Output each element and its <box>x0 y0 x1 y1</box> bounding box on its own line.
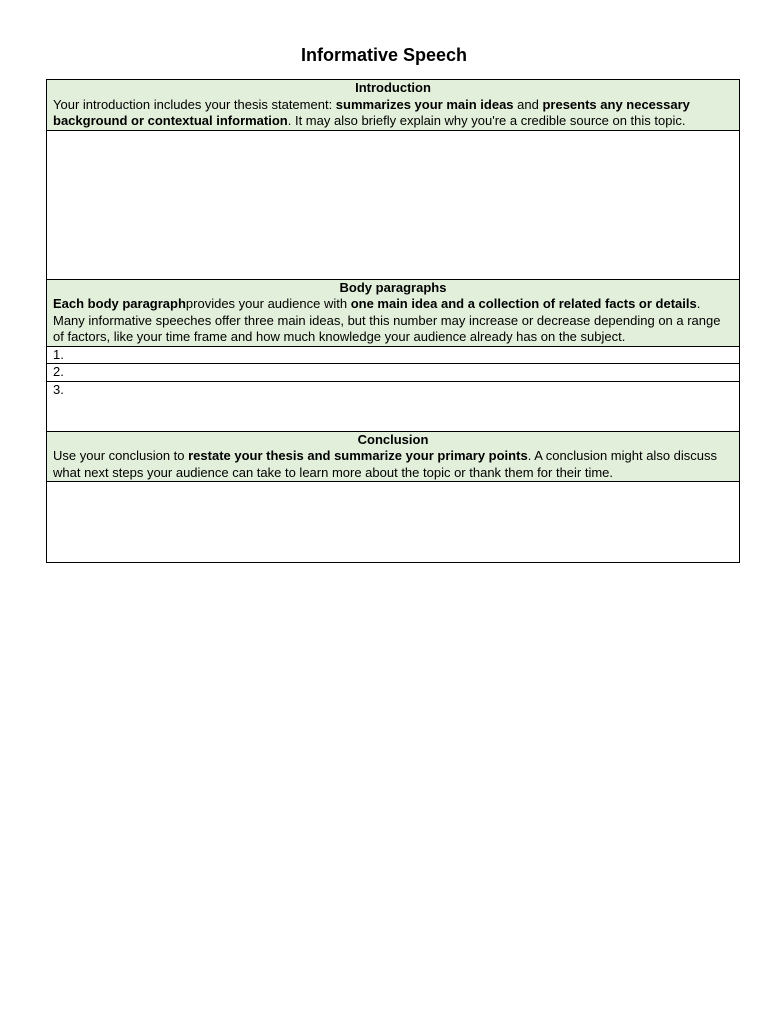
introduction-description <box>53 97 690 129</box>
conclusion-response-cell[interactable] <box>47 482 740 563</box>
body-paragraphs-header-row <box>47 279 740 346</box>
conclusion-description <box>53 448 717 480</box>
body-paragraph-row-2 <box>47 364 740 382</box>
conclusion-heading: Conclusion <box>357 431 429 447</box>
body-paragraphs-text-1: provides your audience with <box>185 296 351 311</box>
body-paragraphs-text-2: . Many informative speeches offer three main ideas, but this number may increase or decrease depending on a range of factors, like your time frame and how much knowledge your audience already has on the subject. <box>53 296 721 344</box>
conclusion-bold-1: restate your thesis and summarize your primary points <box>188 448 528 463</box>
body-paragraphs-heading: Body paragraphs <box>339 279 447 295</box>
introduction-text-2: and <box>513 96 543 112</box>
body-paragraph-item-1[interactable]: 1. <box>47 346 740 364</box>
body-paragraph-item-2[interactable]: 2. <box>47 364 740 382</box>
introduction-response-cell[interactable] <box>47 130 740 279</box>
body-paragraphs-header-cell[interactable] <box>47 279 740 346</box>
body-paragraphs-bold-2: one main idea and a collection of related facts or details <box>350 296 697 311</box>
body-paragraph-row-3 <box>47 381 740 431</box>
body-paragraph-row-1 <box>47 346 740 364</box>
introduction-text-3: . It may also briefly explain why you're a credible source on this topic. <box>287 113 686 128</box>
body-paragraph-item-3[interactable]: 3. <box>47 381 740 431</box>
conclusion-header-cell[interactable] <box>47 431 740 482</box>
body-paragraphs-description <box>53 296 720 344</box>
conclusion-text-1: Use your conclusion to <box>53 448 189 463</box>
conclusion-text-2: . A conclusion might also discuss what next steps your audience can take to learn more about the topic or thank them for their time. <box>53 448 718 480</box>
speech-outline-table <box>46 79 740 563</box>
page-title: Informative Speech <box>300 45 468 65</box>
introduction-header-row <box>47 80 740 131</box>
body-paragraphs-bold-1: Each body paragraph <box>53 296 186 311</box>
introduction-bold-1: summarizes your main ideas <box>335 96 514 112</box>
introduction-header-cell[interactable] <box>47 80 740 131</box>
introduction-bold-2: presents any necessary background or contextual information <box>53 96 690 128</box>
introduction-heading: Introduction <box>355 80 431 95</box>
conclusion-response-row <box>47 482 740 563</box>
introduction-text-1: Your introduction includes your thesis statement: <box>53 96 336 112</box>
conclusion-header-row <box>47 431 740 482</box>
introduction-response-row <box>47 130 740 279</box>
